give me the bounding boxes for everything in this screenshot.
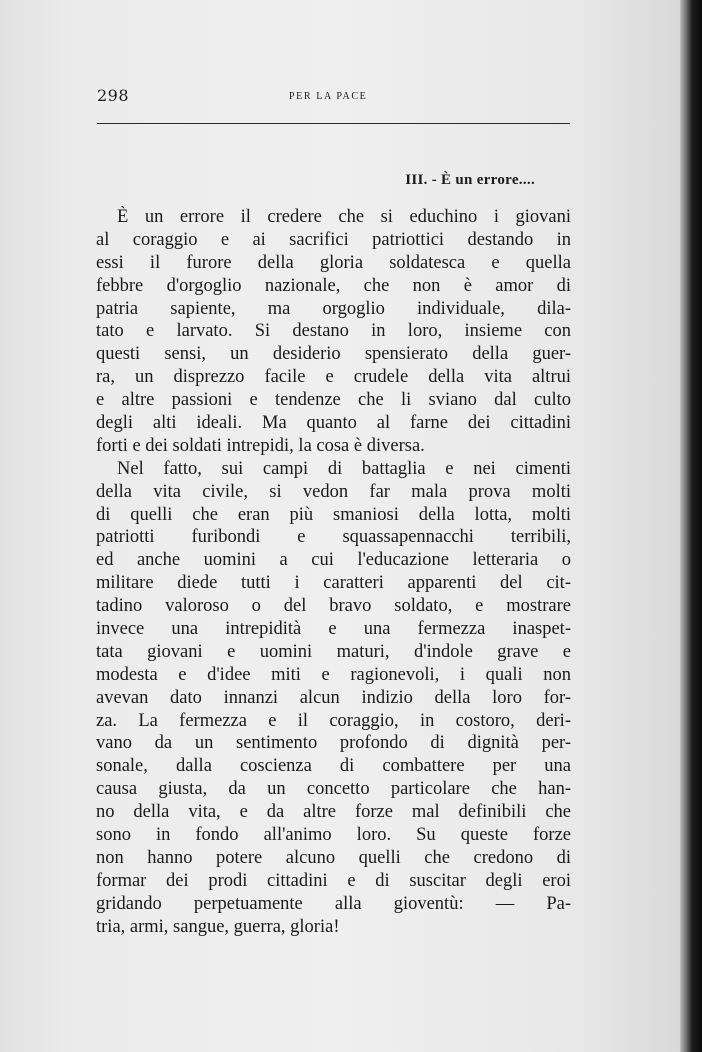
text-line: vano da un sentimento profondo di dignità per- [96,733,571,754]
text-line: di quelli che eran più smaniosi della lotta, molti [96,504,571,525]
text-line: formar dei prodi cittadini e di suscitar degli eroi [96,870,571,891]
text-line: forti e dei soldati intrepidi, la cosa è diversa. [96,435,425,456]
text-line: sonale, dalla coscienza di combattere per una [96,756,571,777]
text-line: e altre passioni e tendenze che li sviano dal culto [96,390,571,411]
text-line: za. La fermezza e il coraggio, in costoro, deri- [96,710,571,731]
section-heading: III. - È un errore.... [405,172,535,188]
text-line: patria sapiente, ma orgoglio individuale, dila- [96,298,571,319]
header-rule [97,123,570,124]
text-line: Nel fatto, sui campi di battaglia e nei cimenti [117,458,571,479]
text-line: militare diede tutti i caratteri apparenti del cit- [96,573,571,594]
text-line: al coraggio e ai sacrifici patriottici destando in [96,229,571,250]
page-number: 298 [97,86,130,105]
text-line: tria, armi, sangue, guerra, gloria! [96,916,340,937]
text-line: della vita civile, si vedon far mala prova molti [96,481,571,502]
text-line: È un errore il credere che si educhino i giovani [117,207,571,227]
text-line: non hanno potere alcuno quelli che credono di [96,847,571,868]
text-line: patriotti furibondi e squassapennacchi terribili, [96,527,571,548]
text-line: febbre d'orgoglio nazionale, che non è amor di [96,275,571,296]
text-line: ra, un disprezzo facile e crudele della vita altrui [96,367,571,388]
text-line: tato e larvato. Si destano in loro, insieme con [96,321,571,342]
text-line: no della vita, e da altre forze mal definibili che [96,802,571,823]
text-line: avevan dato innanzi alcun indizio della loro for- [96,687,571,708]
text-line: tata giovani e uomini maturi, d'indole grave e [96,641,571,662]
running-title: PER LA PACE [289,91,368,102]
text-line: ed anche uomini a cui l'educazione letteraria o [96,550,571,571]
page-header [97,86,570,108]
text-line: causa giusta, da un concetto particolare che han- [96,779,571,800]
text-line: modesta e d'idee miti e ragionevoli, i quali non [96,664,571,685]
text-line: degli alti ideali. Ma quanto al farne dei cittadini [96,413,571,434]
text-line: essi il furore della gloria soldatesca e quella [96,252,571,273]
text-line: invece una intrepidità e una fermezza inaspet- [96,619,571,640]
text-line: tadino valoroso o del bravo soldato, e mostrare [96,596,571,617]
book-spine-shadow [680,0,702,1052]
text-line: gridando perpetuamente alla gioventù: — Pa- [96,893,571,914]
text-line: questi sensi, un desiderio spensierato della guer- [96,344,571,365]
body-text [96,206,571,939]
text-line: sono in fondo all'animo loro. Su queste forze [96,825,571,846]
